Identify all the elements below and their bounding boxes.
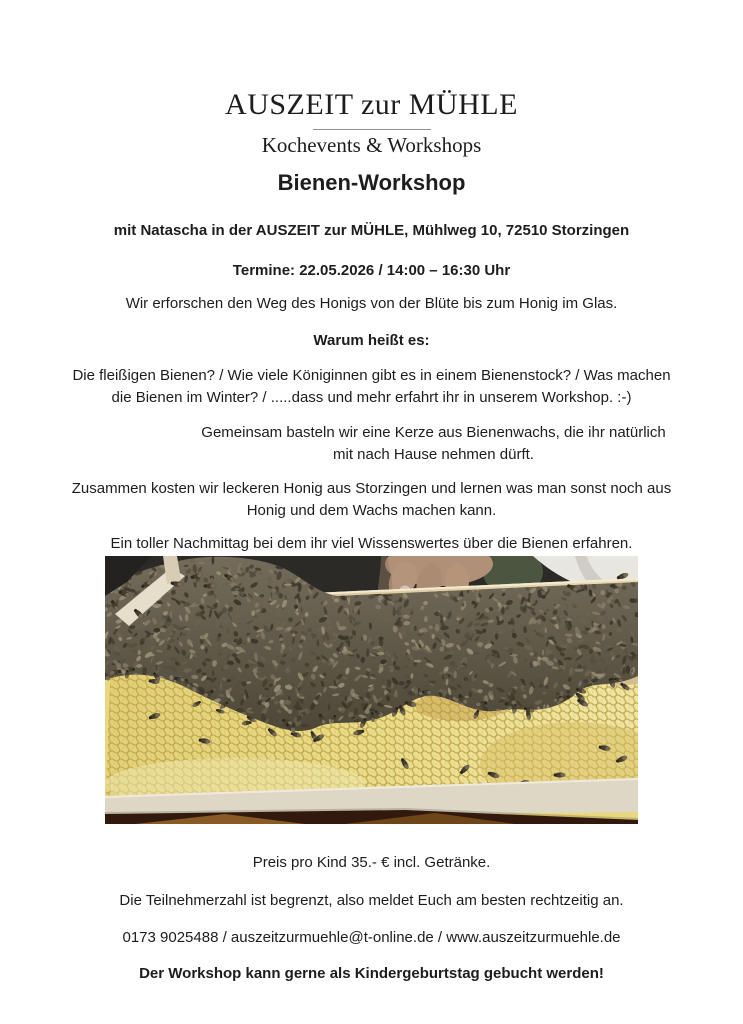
bee-frame-photo xyxy=(105,556,638,824)
description-line: Wir erforschen den Weg des Honigs von der Blüte bis zum Honig im Glas. xyxy=(125,295,618,312)
questions-line: Die fleißigen Bienen? / Wie viele Königinnen gibt es in einem Bienenstock? / Was machen die Bienen im Winter? / .....dass und mehr erfahrt ihr in unserem Workshop. :-) xyxy=(72,367,671,406)
price-line: Preis pro Kind 35.- € incl. Getränke. xyxy=(252,854,491,871)
brand-title: AUSZEIT zur MÜHLE xyxy=(225,88,518,121)
why-heading: Warum heißt es: xyxy=(313,332,430,349)
candle-line: Gemeinsam basteln wir eine Kerze aus Bienenwachs, die ihr natürlich mit nach Hause nehmen dürft. xyxy=(201,424,666,463)
honey-line: Zusammen kosten wir leckeren Honig aus Storzingen und lernen was man sonst noch aus Honig und dem Wachs machen kann. xyxy=(71,480,672,519)
workshop-heading: Bienen-Workshop xyxy=(277,170,466,195)
brand-subtitle: Kochevents & Workshops xyxy=(261,133,482,157)
participants-line: Die Teilnehmerzahl ist begrenzt, also meldet Euch am besten rechtzeitig an. xyxy=(119,892,624,909)
footer-line: Der Workshop kann gerne als Kindergeburtstag gebucht werden! xyxy=(139,965,604,982)
brand-divider xyxy=(313,129,431,130)
dates-line: Termine: 22.05.2026 / 14:00 – 16:30 Uhr xyxy=(232,262,511,279)
intro-line: mit Natascha in der AUSZEIT zur MÜHLE, Mühlweg 10, 72510 Storzingen xyxy=(113,222,630,239)
photo-scene xyxy=(105,556,638,824)
afternoon-line: Ein toller Nachmittag bei dem ihr viel Wissenswertes über die Bienen erfahren. xyxy=(110,535,633,552)
bee-frame-photo-illustration xyxy=(105,556,638,824)
contact-line: 0173 9025488 / auszeitzurmuehle@t-online.de / www.auszeitzurmuehle.de xyxy=(122,929,621,946)
